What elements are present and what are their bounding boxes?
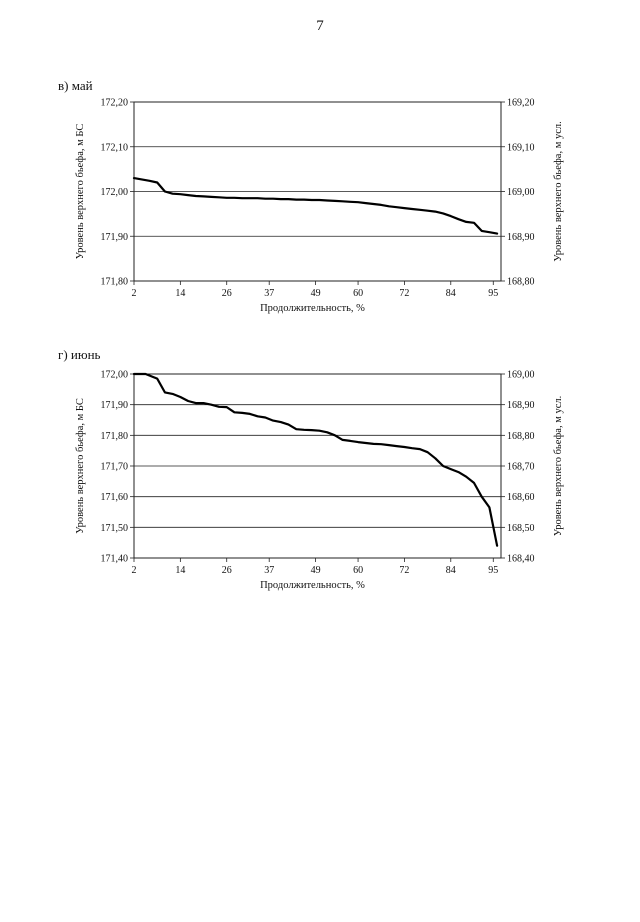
may-xtick: 49	[310, 288, 321, 299]
may-ytick-left: 172,00	[100, 187, 128, 198]
june-ytick-left: 171,40	[100, 553, 128, 565]
may-ytick-right: 169,10	[507, 142, 535, 154]
may-y-axis-title-right: Уровень верхнего бьефа, м усл.	[553, 121, 564, 262]
page-number: 7	[316, 18, 324, 34]
may-ytick-left: 171,90	[100, 231, 128, 243]
panel-label-june: г) июнь	[58, 347, 101, 362]
june-ytick-left: 171,60	[100, 492, 128, 504]
june-xtick: 2	[131, 565, 137, 576]
june-xtick: 60	[353, 565, 364, 576]
may-xtick: 84	[445, 288, 456, 299]
june-xtick: 95	[488, 565, 499, 576]
may-y-axis-title-left: Уровень верхнего бьефа, м БС	[75, 123, 86, 260]
may-ytick-right: 169,00	[507, 187, 535, 198]
june-ytick-right: 168,90	[507, 400, 535, 412]
june-ytick-left: 171,70	[100, 461, 128, 473]
june-y-axis-title-left: Уровень верхнего бьефа, м БС	[75, 398, 86, 534]
june-ytick-left: 172,00	[100, 369, 128, 381]
june-xtick: 26	[221, 565, 232, 576]
june-xtick: 37	[264, 565, 275, 576]
may-ytick-left: 172,20	[100, 97, 128, 109]
may-xtick: 14	[175, 288, 186, 299]
may-ytick-left: 172,10	[100, 142, 128, 154]
june-ytick-left: 171,50	[100, 522, 128, 534]
june-ytick-left: 171,90	[100, 400, 128, 412]
june-ytick-right: 168,80	[507, 430, 535, 442]
june-series-line-0	[134, 374, 497, 546]
may-ytick-right: 168,90	[507, 231, 535, 243]
may-ytick-right: 168,80	[507, 276, 535, 288]
panel-label-may: в) май	[58, 78, 93, 93]
june-xtick: 72	[399, 565, 410, 576]
june-ytick-right: 168,40	[507, 553, 535, 565]
june-ytick-right: 169,00	[507, 369, 535, 381]
may-xtick: 2	[131, 288, 137, 299]
may-xtick: 72	[399, 288, 410, 299]
june-xtick: 49	[310, 565, 321, 576]
june-xtick: 84	[445, 565, 456, 576]
june-ytick-right: 168,50	[507, 522, 535, 534]
june-x-axis-title: Продолжительность, %	[260, 580, 365, 591]
may-xtick: 60	[353, 288, 364, 299]
june-ytick-right: 168,70	[507, 461, 535, 473]
june-y-axis-title-right: Уровень верхнего бьефа, м усл.	[553, 395, 564, 537]
may-x-axis-title: Продолжительность, %	[260, 303, 365, 314]
may-xtick: 37	[264, 288, 275, 299]
may-xtick: 95	[488, 288, 499, 299]
may-xtick: 26	[221, 288, 232, 299]
may-ytick-left: 171,80	[100, 276, 128, 288]
may-ytick-right: 169,20	[507, 97, 535, 109]
june-xtick: 14	[175, 565, 186, 576]
june-ytick-left: 171,80	[100, 430, 128, 442]
june-ytick-right: 168,60	[507, 492, 535, 504]
